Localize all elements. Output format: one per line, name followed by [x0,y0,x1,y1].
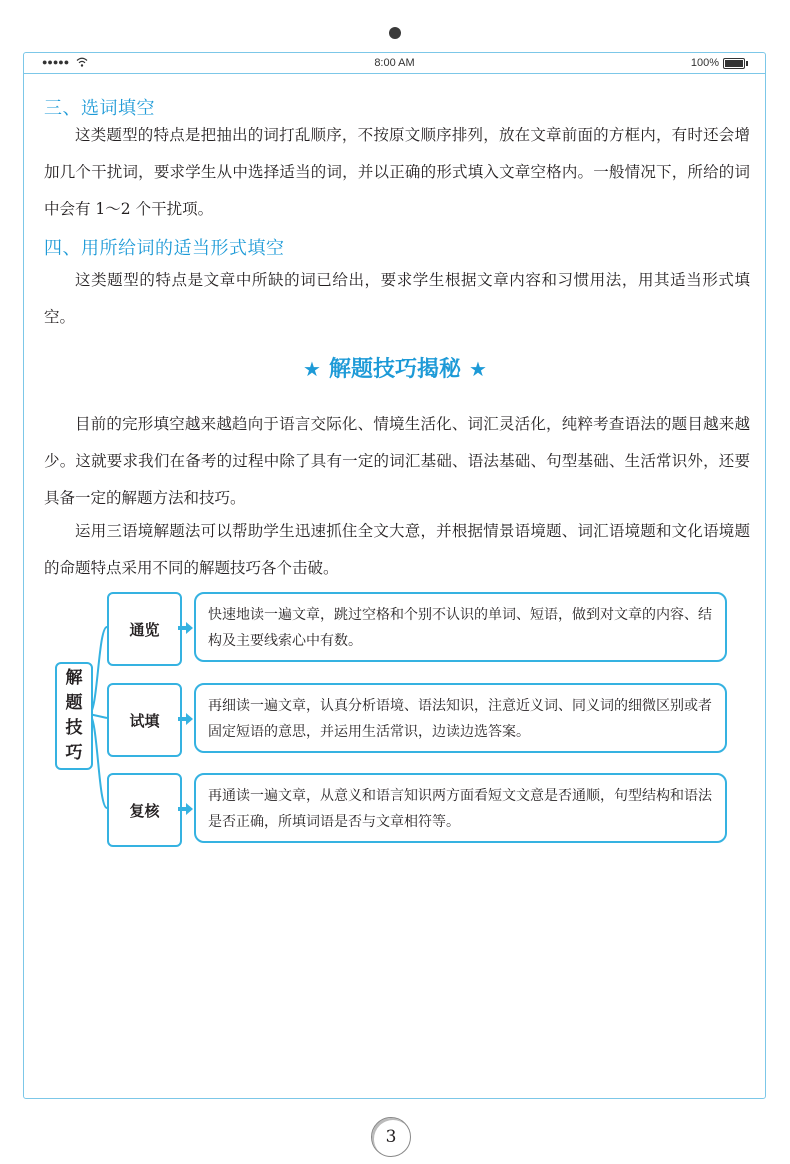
section-heading-4: 四、用所给词的适当形式填空 [44,238,285,259]
page-number: 3 [371,1117,411,1157]
intro-paragraph-1: 目前的完形填空越来越趋向于语言交际化、情境生活化、词汇灵活化，纯粹考查语法的题目越来越少。这就要求我们在备考的过程中除了具有一定的词汇基础、语法基础、句型基础、生活常识外，还要具备一定的解题方法和技巧。 [44,415,750,507]
step-description-box: 再细读一遍文章，认真分析语境、语法知识，注意近义词、同义词的细微区别或者固定短语的意思，并运用生活常识，边读边选答案。 [194,683,727,753]
diagram-root-box: 解 题 技 巧 [55,662,93,770]
step-description-box: 快速地读一遍文章，跳过空格和个别不认识的单词、短语，做到对文章的内容、结构及主要线索心中有数。 [194,592,727,662]
step-label-box: 通览 [107,592,182,666]
signal-strength-icon: ●●●●● [42,57,70,67]
status-time: 8:00 AM [374,57,415,69]
step-description-box: 再通读一遍文章，从意义和语言知识两方面看短文文意是否通顺，句型结构和语法是否正确，所填词语是否与文章相符等。 [194,773,727,843]
intro-paragraph-2: 运用三语境解题法可以帮助学生迅速抓住全文大意，并根据情景语境题、词汇语境题和文化语境题的命题特点采用不同的解题技巧各个击破。 [44,522,750,577]
battery-percentage: 100% [690,57,719,69]
section-paragraph-3: 这类题型的特点是把抽出的词打乱顺序，不按原文顺序排列，放在文章前面的方框内，有时还会增加几个干扰词，要求学生从中选择适当的词，并以正确的形式填入文章空格内。一般情况下，所给的词中会有 1～2 个干扰项。 [44,126,750,218]
arrow-right-icon [178,712,194,726]
star-icon: ★ [469,357,487,381]
step-label-box: 复核 [107,773,182,847]
banner-title: 解题技巧揭秘 [328,357,461,382]
section-heading-3: 三、选词填空 [44,98,155,119]
star-icon: ★ [303,357,321,381]
step-label-box: 试填 [107,683,182,757]
section-paragraph-4: 这类题型的特点是文章中所缺的词已给出，要求学生根据文章内容和习惯用法，用其适当形式填空。 [44,271,750,326]
arrow-right-icon [178,621,194,635]
arrow-right-icon [178,802,194,816]
